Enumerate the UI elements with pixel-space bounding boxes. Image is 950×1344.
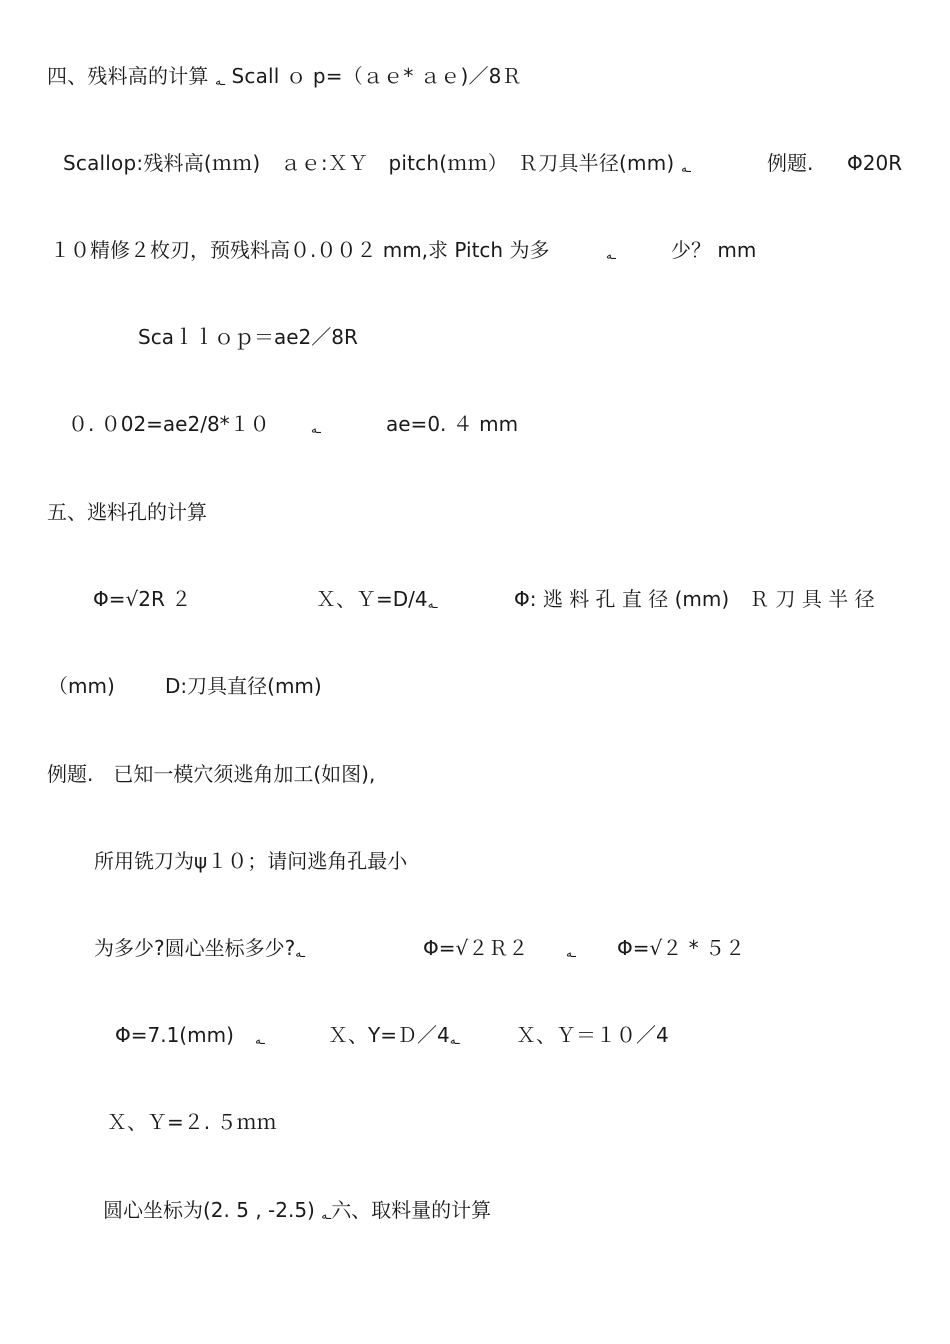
center-coordinate: 圆心坐标为(2. 5 , -2.5) ـه六、取料量的计算 bbox=[103, 1198, 492, 1222]
definition-phi: Φ: 逃 料 孔 直 径 (mm) Ｒ 刀 具 半 径 bbox=[514, 587, 875, 611]
paragraph-mark: ـه bbox=[255, 1033, 265, 1047]
section-heading-6: 六、取料量的计算 bbox=[331, 1198, 492, 1222]
definition-d: D:刀具直径(mm) bbox=[165, 674, 322, 698]
formula-phi-sub: Φ=√２ * ５２ bbox=[617, 936, 745, 960]
formula-phi: Φ=√２Ｒ２ bbox=[423, 936, 529, 960]
calc-line: ０. ０02=ae2/8*１０ bbox=[68, 412, 270, 436]
definition-line bbox=[63, 150, 691, 179]
paragraph-mark: ـه bbox=[215, 74, 226, 88]
paragraph-mark: ـه bbox=[680, 161, 691, 175]
definition-unit: （mm) bbox=[48, 674, 115, 698]
formula-xy: Ｘ、Ｙ=D/4ـه bbox=[316, 587, 438, 611]
formula-xy-sub: Ｘ、Ｙ＝１０／4 bbox=[516, 1023, 669, 1047]
calc-result: ae=0. ４ mm bbox=[386, 412, 519, 436]
section-heading-5: 五、逃料孔的计算 bbox=[47, 500, 207, 524]
example-label: 例题. bbox=[767, 151, 814, 175]
heading-text: 四、残料高的计算 bbox=[47, 64, 209, 88]
calc-phi: Φ=7.1(mm) bbox=[115, 1023, 234, 1047]
paragraph-mark: ـه bbox=[311, 422, 321, 436]
example-question: 为多少?圆心坐标多少?ـه bbox=[94, 936, 306, 960]
example-intro: 例题. 已知一模穴须逃角加工(如图), bbox=[47, 762, 376, 786]
example-body: 所用铣刀为ψ１０；请问逃角孔最小 bbox=[94, 849, 408, 873]
section-heading-4 bbox=[47, 63, 522, 92]
example-question-end: 少？ mm bbox=[671, 238, 757, 262]
formula-text: Scall ｏ p=（ａｅ* ａｅ)／8Ｒ bbox=[231, 64, 522, 88]
formula-phi: Φ=√2R ２ bbox=[93, 587, 192, 611]
paragraph-mark: ـه bbox=[606, 248, 616, 262]
calc-xy: Ｘ、Ｙ=２. ５ｍｍ bbox=[107, 1110, 277, 1134]
example-question: １０精修２枚刃，预残料高０.００２ mm,求 Pitch 为多 bbox=[50, 238, 550, 262]
example-tool: Φ20R bbox=[847, 151, 903, 175]
definition-text: Scallop:残料高(ｍｍ) ａｅ:ＸＹ pitch(ｍｍ） Ｒ刀具半径(mm) bbox=[63, 151, 675, 175]
paragraph-mark: ـه bbox=[566, 946, 576, 960]
formula-xy: Ｘ、Y=Ｄ／4ـه bbox=[328, 1023, 460, 1047]
formula-line: Scaｌｌｏｐ＝ae2／8R bbox=[138, 325, 358, 349]
